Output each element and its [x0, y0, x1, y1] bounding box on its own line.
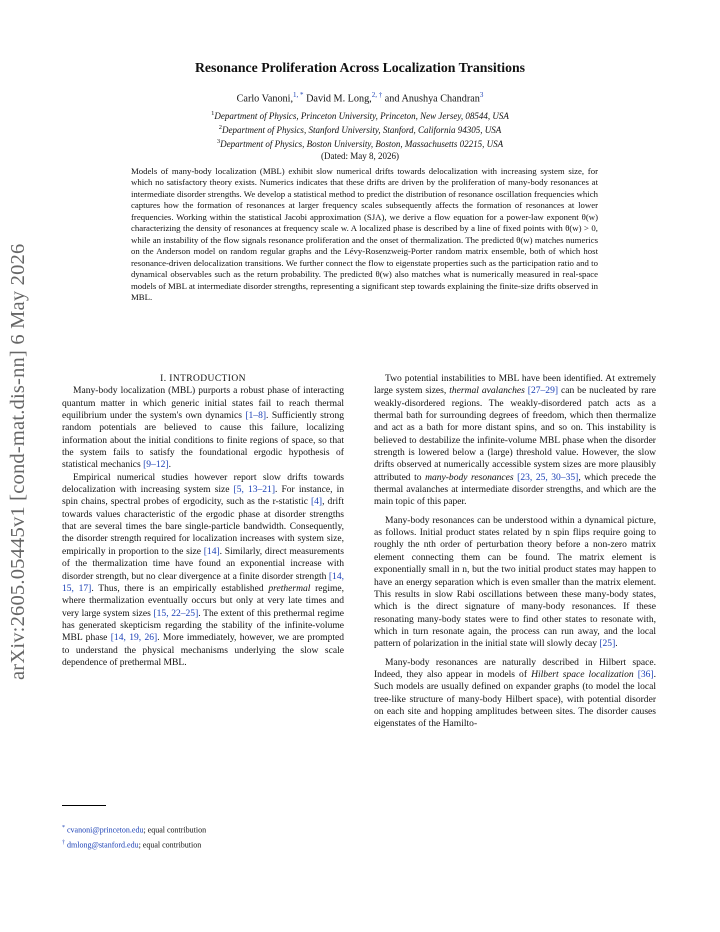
left-column [62, 373, 344, 669]
citation-link[interactable]: [1–8] [245, 410, 267, 422]
citation-link[interactable]: [14, 19, 26] [110, 632, 158, 644]
author-name: and Anushya Chandran [384, 93, 480, 105]
affiliations [100, 108, 620, 162]
date-line: (Dated: May 8, 2026) [321, 150, 399, 161]
citation-link[interactable]: [15, 22–25] [153, 607, 199, 619]
citation-link[interactable]: [27–29] [527, 385, 559, 397]
right-column [374, 373, 656, 731]
author-affil-mark: 3 [479, 91, 484, 99]
paragraph: Many-body localization (MBL) purports a robust phase of interacting quantum matter in which generic initial states fail to reach thermal equilibrium under the system's own dynamics [1–8]. Sufficiently strong random potentials are believed to cause this failure, localizing information about the initial conditions to finite regions of space, so that the system fails to satisfy the foundational ergodic hypothesis of statistical mechanics [9–12]. [62, 385, 344, 471]
citation-link[interactable]: [9–12] [143, 459, 169, 471]
footnote: † dmlong@stanford.edu; equal contribution [62, 839, 202, 850]
section-heading: I. INTRODUCTION [160, 374, 246, 384]
footnote-rule [62, 805, 106, 806]
citation-link[interactable]: [23, 25, 30–35] [517, 471, 579, 483]
email-link[interactable]: dmlong@stanford.edu [67, 840, 139, 850]
author-list [100, 91, 620, 104]
footnotes [62, 822, 344, 851]
author-affil-mark[interactable]: 1, * [293, 91, 304, 99]
paragraph: Empirical numerical studies however report slow drifts towards delocalization with increasing system size [5, 13–21]. For instance, in spin chains, spectral probes of ergodicity, such as the r-statistic [4], drift towards values characteristic of the ergodic phase at disorder strengths that are several times the bare single-particle bandwidth. Consequently, the disorder strength required for localization increases with system size, empirically in proportion to the size [14]. Similarly, direct measurements of the thermalization time have found an exponential increase with disorder strength, but no clear divergence at a finite disorder strength [14, 15, 17]. Thus, there is an empirically established prethermal regime, where thermalization eventually occurs but only at very late times and very large system sizes [15, 22–25]. The extent of this prethermal regime has generated skepticism regarding the stability of the infinite-volume MBL phase [14, 19, 26]. More immediately, however, we are prompted to understand the physical mechanisms underlying the slow scale dependence of prethermal MBL. [62, 471, 345, 668]
affiliation-line: $^3$Department of Physics, Boston University, Boston, Massachusetts 02215, USA [216, 138, 504, 150]
citation-link[interactable]: [5, 13–21] [233, 484, 275, 496]
paragraph: Two potential instabilities to MBL have been identified. At extremely large system sizes, thermal avalanches [27–29] can be nucleated by rare weakly-disordered regions. The weakly-disordered patch acts as a thermal bath for surrounding degrees of freedom, which then thermalize and act as a bath for more distant spins, and so on. This instability is believed to destabilize the infinite-volume MBL phase when the disorder strength is lowered below a (large) threshold value. However, the slow drifts observed at numerically accessible system sizes are more plausibly attributed to many-body resonances [23, 25, 30–35], which precede the thermal avalanches at intermediate disorder strengths, and which are the main topic of this paper. [374, 373, 656, 508]
paper-title: Resonance Proliferation Across Localization Transitions [194, 60, 526, 75]
arxiv-identifier: arXiv:2605.05445v1 [cond-mat.dis-nn] 6 May 2026 [7, 243, 29, 680]
author-name: David M. Long, [306, 93, 372, 105]
citation-link[interactable]: [25] [599, 638, 616, 650]
abstract: Models of many-body localization (MBL) exhibit slow numerical drifts towards delocalization with increasing system size, for which no satisfactory theory exists. Numerics indicates that these drifts are driven by the proliferation of many-body resonances at intermediate disorder strengths. We develop a statistical method to predict the distribution of resonance oscillation frequencies which captures how the formation of resonances at larger frequency scales subsequently affects the formation of resonances at lower frequencies. Working within the statistical Jacobi approximation (SJA), we derive a flow equation for a power-law exponent θ(w) characterizing the density of resonances at frequency scale w. A localized phase is described by a line of fixed points with θ(w) > 0, while an instability of the flow signals resonance proliferation and the onset of thermalization. The predicted θ(w) matches numerics on the Anderson model on random regular graphs and the Lévy-Rosenzweig-Porter random matrix ensemble, both of which host resonance-driven delocalization transitions. We further connect the flow to eigenstate properties such as the participation ratio and to dynamical observables such as the return probability. The predicted θ(w) also matches what is numerically measured in real-space models of MBL at intermediate disorder strengths, representing a significant step towards explaining the finite-size drifts observed in MBL. [131, 166, 598, 302]
citation-link[interactable]: [36] [637, 668, 654, 680]
paragraph: Many-body resonances are naturally described in Hilbert space. Indeed, they also appear in models of Hilbert space localization [36]. Such models are usually defined on expander graphs (to model the local tree-like structure of many-body Hilbert space), with potential disorder on each site and hopping amplitudes between sites. The disorder causes eigenstates of the Hamilto- [374, 656, 657, 730]
citation-link[interactable]: [14] [203, 545, 220, 557]
paragraph: Many-body resonances can be understood within a dynamical picture, as follows. Initial product states related by n spin flips require going to roughly the nth order of perturbation theory before a non-zero matrix element connecting them can be found. The matrix element is exponentially small in n, but the two initial product states may happen to have an energy separation which is even smaller than the matrix element. This results in slow Rabi oscillations between these many-body states, which is the direct signature of many-body resonances. If these resonating many-body states were to find other states to resonate with, which in turn resonate again, the process can run away, and the local pattern of polarization in the initial state will slowly decay [25]. [374, 514, 656, 650]
citation-link[interactable]: [14, 15, 17] [62, 570, 344, 594]
author-name: Carlo Vanoni, [236, 93, 294, 105]
citation-link[interactable]: [4] [310, 496, 323, 508]
author-affil-mark[interactable]: 2, † [371, 91, 383, 99]
affiliation-line: $^1$Department of Physics, Princeton University, Princeton, New Jersey, 08544, USA [211, 110, 509, 121]
email-link[interactable]: cvanoni@princeton.edu [67, 825, 144, 835]
affiliation-line: $^2$Department of Physics, Stanford University, Stanford, California 94305, USA [218, 124, 502, 136]
footnote: * cvanoni@princeton.edu; equal contribution [62, 825, 207, 835]
